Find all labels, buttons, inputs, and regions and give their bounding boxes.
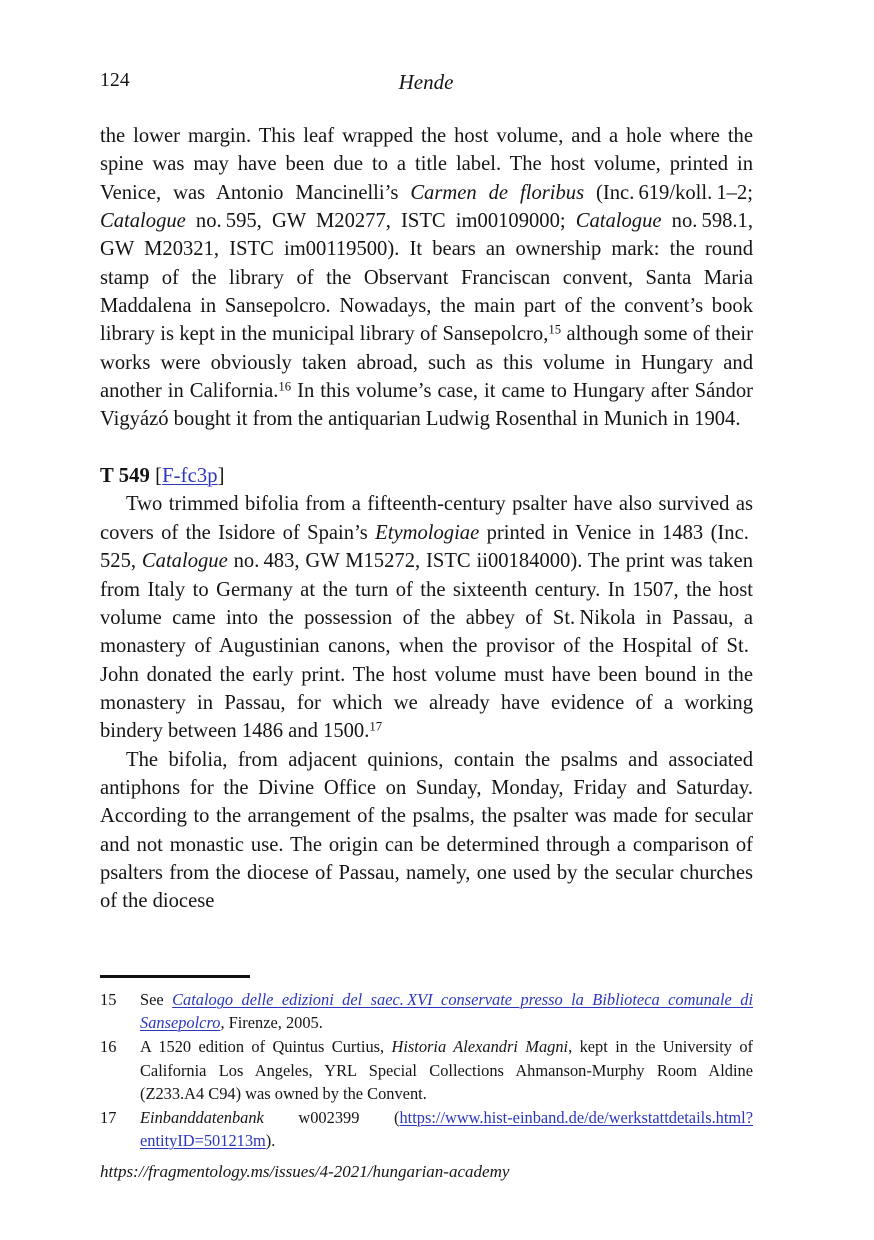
text-run: In this volume’s case, it came to Hungary after Sándor Vigyázó bought it from the antiquarian Ludwig Rosenthal in Munich in 1904. <box>100 380 753 431</box>
text-run: , kept in the University of California Los Angeles, YRL Special Collections Ahmanson-Murphy Room Aldine (Z233.A4 C94) was owned by the Convent. <box>140 1037 753 1103</box>
bracket-close: ] <box>217 465 225 488</box>
body-text-block <box>100 122 753 916</box>
text-run: although some of their works were obviously taken abroad, such as this volume in Hungary and another in California. <box>100 323 753 403</box>
text-run: w002399 ( <box>263 1108 400 1128</box>
italic-title: Historia Alexandri Magni <box>391 1037 569 1057</box>
text-run: , Firenze, 2005. <box>220 1013 323 1033</box>
italic-title: Catalogue <box>100 210 186 233</box>
footnote-list <box>100 988 753 1152</box>
footnote-item <box>100 1035 753 1105</box>
footnotes-block <box>100 975 753 1153</box>
text-run: See <box>140 990 173 1009</box>
text-run: ). <box>265 1131 276 1151</box>
footnote-number: 16 <box>100 1037 117 1057</box>
text-run: no. 598.1, GW M20321, ISTC im00119500). It bears an ownership mark: the round stamp of the library of the Observant Franciscan convent, Santa Maria Maddalena in Sansepolcro. Nowadays, the main part of the convent’s book library is kept in the municipal library of Sansepolcro, <box>100 210 754 346</box>
text-run: The bifolia, from adjacent quinions, contain the psalms and associated antiphons for the Divine Office on Sunday, Monday, Friday and Saturday. According to the arrangement of the psalms, the psalter was made for secular and not monastic use. The origin can be determined through a comparison of psalters from the diocese of Passau, namely, one used by the secular churches of the diocese <box>100 748 753 913</box>
footnote-text <box>140 1037 753 1102</box>
footnote-item <box>100 1106 753 1152</box>
section-heading <box>100 462 753 490</box>
footnote-marker[interactable]: 16 <box>278 379 292 394</box>
section-heading-label: T 549 <box>100 465 150 488</box>
text-run: printed in Venice in 1483 (Inc. 525, <box>100 521 753 573</box>
italic-title: Catalogue <box>141 550 228 573</box>
footnote-number: 17 <box>100 1108 117 1128</box>
paragraph-3 <box>100 746 753 916</box>
footnote-text <box>140 1108 753 1150</box>
paragraph-2 <box>100 490 753 745</box>
footnote-marker[interactable]: 17 <box>369 719 383 734</box>
text-run: no. 483, GW M15272, ISTC ii00184000). The print was taken from Italy to Germany at the turn of the sixteenth century. In 1507, the host volume came into the possession of the abbey of St. Nikola in Passau, a monastery of Augustinian canons, when the provisor of the Hospital of St. John donated the early print. The host volume must have been bound in the monastery in Passau, for which we already have evidence of a working bindery between 1486 and 1500. <box>100 550 753 743</box>
italic-title: Einbanddatenbank <box>140 1108 264 1128</box>
paragraph-spacer <box>100 434 753 462</box>
italic-title: Catalogue <box>575 210 662 233</box>
text-run: the lower margin. This leaf wrapped the host volume, and a hole where the spine was may have been due to a title label. The host volume, printed in Venice, was Antonio Mancinelli’s <box>100 125 753 204</box>
paragraph-1 <box>100 122 753 434</box>
footnote-item <box>100 988 753 1034</box>
footnote-marker[interactable]: 15 <box>548 322 562 337</box>
text-run: (Inc. 619/koll. 1–2; <box>584 181 753 204</box>
external-link[interactable]: Catalogo delle edizioni del saec. XVI conservate presso la Biblioteca comunale di Sansepolcro <box>140 990 754 1033</box>
footnote-number: 15 <box>100 990 117 1009</box>
footnote-text <box>140 990 753 1032</box>
bracket-open: [ <box>155 465 163 488</box>
text-run: Two trimmed bifolia from a fifteenth-century psalter have also survived as covers of the Isidore of Spain’s <box>100 493 753 544</box>
page-number: 124 <box>100 70 130 91</box>
footer-url: https://fragmentology.ms/issues/4-2021/hungarian-academy <box>100 1162 510 1181</box>
footnote-separator-rule <box>100 975 250 978</box>
running-head <box>100 70 752 98</box>
fragment-shelfmark-link[interactable]: F-fc3p <box>162 465 218 488</box>
italic-title: Carmen de floribus <box>410 181 585 204</box>
external-link[interactable]: https://www.hist-einband.de/de/werkstattdetails.html?entityID=501213m <box>140 1108 753 1151</box>
text-run: no. 595, GW M20277, ISTC im00109000; <box>185 210 576 233</box>
text-run: A 1520 edition of Quintus Curtius, <box>140 1037 392 1057</box>
italic-title: Etymologiae <box>375 521 480 544</box>
running-title: Hende <box>398 70 454 94</box>
